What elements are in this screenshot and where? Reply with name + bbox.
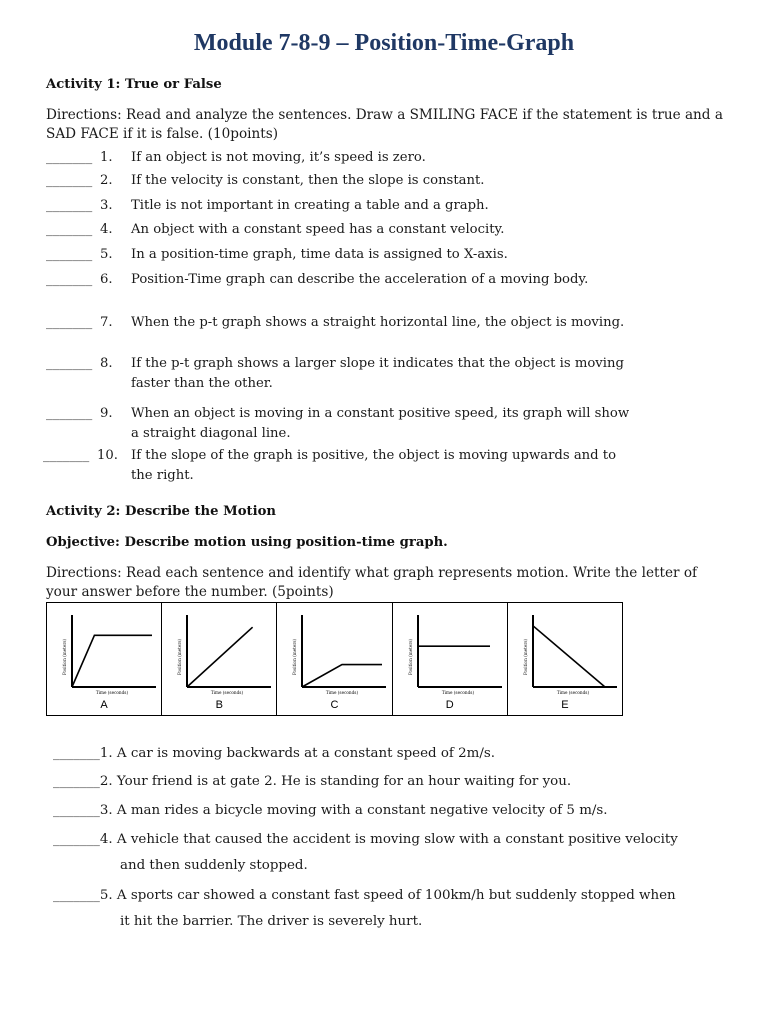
activity1-directions: Directions: Read and analyze the sentences. Draw a SMILING FACE if the statement is true and a SAD FACE if it is false. (10points) <box>46 107 723 142</box>
item-number: 2. <box>100 173 113 188</box>
graph-letter: A <box>100 699 108 711</box>
answer-blank[interactable]: _______ <box>53 832 100 847</box>
answer-blank[interactable]: _______ <box>46 150 93 165</box>
motion-line <box>187 627 253 687</box>
graph-c <box>277 603 392 715</box>
graph-b <box>162 603 277 715</box>
motion-line <box>533 626 605 687</box>
answer-blank[interactable]: _______ <box>53 774 100 789</box>
question-text: 5. A sports car showed a constant fast speed of 100km/h but suddenly stopped when it hit the barrier. The driver is severely hurt. <box>99 888 676 929</box>
graph-letter: B <box>215 699 223 711</box>
answer-blank[interactable]: _______ <box>46 222 93 237</box>
item-number: 1. <box>100 150 113 165</box>
y-axis-label: Position (meters) <box>292 638 298 676</box>
item-number: 7. <box>100 315 113 330</box>
y-axis-label: Position (meters) <box>177 638 183 676</box>
item-number: 10. <box>97 448 118 463</box>
answer-blank[interactable]: _______ <box>46 406 93 421</box>
motion-question <box>53 741 680 767</box>
motion-question <box>53 769 680 795</box>
statement-text: If the p-t graph shows a larger slope it indicates that the object is moving faster than the other. <box>131 356 624 391</box>
motion-question <box>53 798 680 824</box>
y-axis-label: Position (meters) <box>62 638 67 676</box>
statement-text: When the p-t graph shows a straight horizontal line, the object is moving. <box>131 315 625 330</box>
x-axis-label: Time (seconds) <box>556 690 589 695</box>
motion-question <box>53 883 680 935</box>
graph-choices <box>46 602 623 716</box>
statement-text: If the slope of the graph is positive, the object is moving upwards and to the right. <box>131 448 617 483</box>
answer-blank[interactable]: _______ <box>53 888 100 903</box>
motion-line <box>302 665 382 687</box>
answer-blank[interactable]: _______ <box>53 746 100 761</box>
motion-line <box>72 635 152 687</box>
y-axis-label: Position (meters) <box>522 638 528 676</box>
statement-text: If the velocity is constant, then the slope is constant. <box>131 173 485 188</box>
statement-text: In a position-time graph, time data is assigned to X-axis. <box>131 247 508 262</box>
question-text: 3. A man rides a bicycle moving with a constant negative velocity of 5 m/s. <box>99 803 608 818</box>
activity2-objective: Objective: Describe motion using position-time graph. <box>46 535 448 550</box>
item-number: 8. <box>100 356 113 371</box>
item-number: 6. <box>100 272 113 287</box>
question-text: 4. A vehicle that caused the accident is moving slow with a constant positive velocity and then suddenly stopped. <box>99 832 678 873</box>
answer-blank[interactable]: _______ <box>43 448 90 463</box>
x-axis-label: Time (seconds) <box>326 690 359 695</box>
answer-blank[interactable]: _______ <box>46 356 93 371</box>
answer-blank[interactable]: _______ <box>46 272 93 287</box>
x-axis-label: Time (seconds) <box>95 690 129 695</box>
x-axis-label: Time (seconds) <box>441 690 474 695</box>
answer-blank[interactable]: _______ <box>46 173 93 188</box>
statement-text: Title is not important in creating a table and a graph. <box>131 198 489 213</box>
graph-d <box>393 603 508 715</box>
graph-letter: E <box>561 699 569 711</box>
graph-e <box>508 603 622 715</box>
item-number: 9. <box>100 406 113 421</box>
activity2-heading: Activity 2: Describe the Motion <box>46 504 276 519</box>
statement-text: If an object is not moving, it’s speed is zero. <box>131 150 426 165</box>
y-axis-label: Position (meters) <box>407 638 413 676</box>
motion-question <box>53 827 680 879</box>
graph-letter: C <box>330 699 339 711</box>
statement-text: Position-Time graph can describe the acceleration of a moving body. <box>131 272 589 287</box>
answer-blank[interactable]: _______ <box>46 315 93 330</box>
answer-blank[interactable]: _______ <box>53 803 100 818</box>
question-text: 1. A car is moving backwards at a constant speed of 2m/s. <box>99 746 495 761</box>
page-title: Module 7-8-9 – Position-Time-Graph <box>193 30 575 56</box>
graph-letter: D <box>445 699 454 711</box>
item-number: 3. <box>100 198 113 213</box>
statement-text: An object with a constant speed has a constant velocity. <box>131 222 505 237</box>
graph-a <box>47 603 162 715</box>
activity2-directions: Directions: Read each sentence and identify what graph represents motion. Write the letter of your answer before the number. (5points) <box>46 565 698 600</box>
x-axis-label: Time (seconds) <box>211 690 244 695</box>
item-number: 5. <box>100 247 113 262</box>
question-text: 2. Your friend is at gate 2. He is standing for an hour waiting for you. <box>99 774 572 789</box>
statement-text: When an object is moving in a constant positive speed, its graph will show a straight diagonal line. <box>131 406 630 441</box>
answer-blank[interactable]: _______ <box>46 247 93 262</box>
answer-blank[interactable]: _______ <box>46 198 93 213</box>
item-number: 4. <box>100 222 113 237</box>
activity1-heading: Activity 1: True or False <box>46 77 222 92</box>
